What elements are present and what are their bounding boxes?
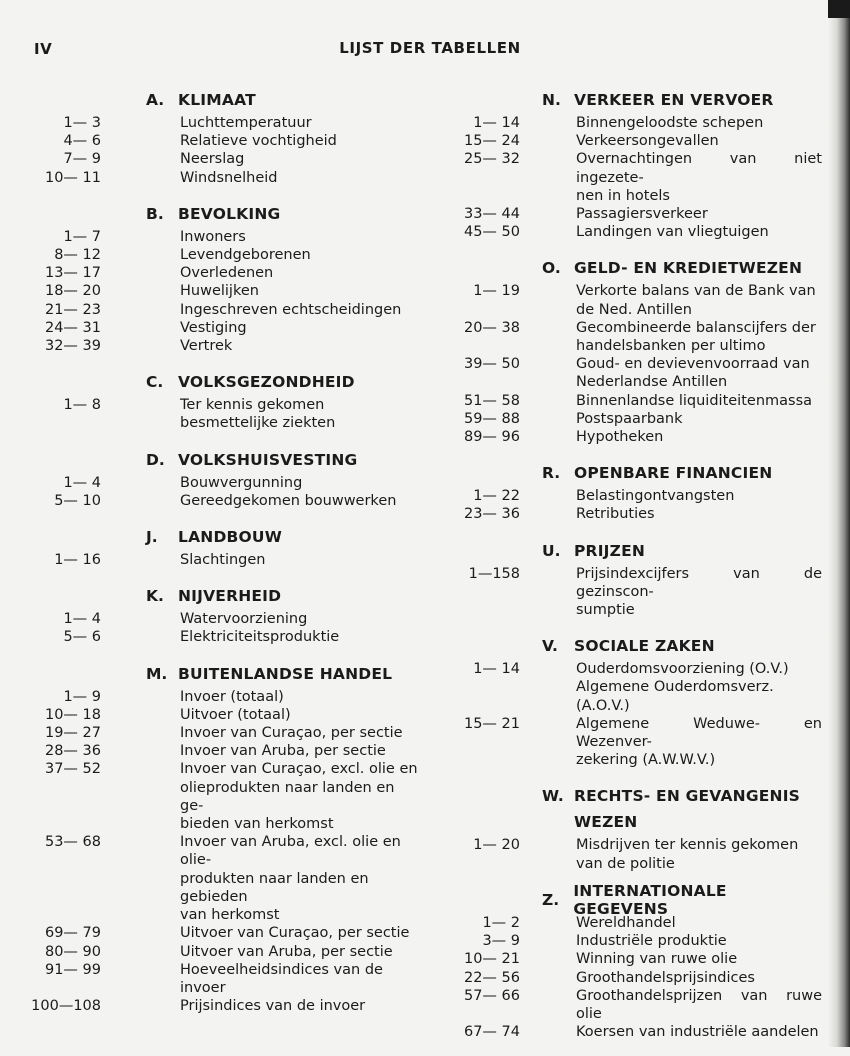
toc-entry (430, 487, 822, 505)
table-range: 22— 56 (463, 969, 520, 986)
table-range: 1— 14 (473, 661, 520, 678)
table-description (180, 114, 420, 132)
description-line: Hoeveelheidsindices van de invoer (180, 961, 383, 996)
description-line: nen in hotels (576, 187, 670, 204)
table-range: 1— 2 (482, 914, 520, 931)
toc-entry (0, 551, 420, 569)
section-title: LANDBOUW (178, 528, 282, 547)
section-heading (0, 370, 420, 394)
table-range: 1— 19 (473, 283, 520, 300)
table-range: 21— 23 (44, 301, 101, 318)
description-line: Koersen van industriële aandelen (576, 1024, 819, 1041)
description-line: Invoer van Aruba, per sectie (180, 743, 386, 760)
page-edge-shadow (828, 0, 850, 1047)
description-line: Uitvoer van Aruba, per sectie (180, 943, 393, 960)
table-description (576, 282, 822, 318)
toc-entry (0, 474, 420, 492)
section-title: NIJVERHEID (178, 587, 282, 606)
description-line: van herkomst (180, 907, 280, 924)
table-description (576, 836, 822, 872)
toc-entry (430, 969, 822, 987)
toc-entry (0, 760, 420, 833)
table-range: 10— 11 (44, 169, 101, 186)
table-range: 67— 74 (463, 1024, 520, 1041)
toc-section (0, 662, 420, 1016)
description-line: Relatieve vochtigheid (180, 133, 337, 150)
description-line: Invoer van Curaçao, per sectie (180, 725, 403, 742)
table-description (576, 150, 822, 205)
description-line: produkten naar landen en gebieden (180, 870, 369, 905)
table-description (576, 223, 822, 241)
table-range: 19— 27 (44, 725, 101, 742)
description-line: Gereedgekomen bouwwerken (180, 492, 397, 509)
toc-entry (430, 114, 822, 132)
description-line: bieden van herkomst (180, 816, 334, 833)
description-line: Bouwvergunning (180, 474, 303, 491)
section-letter: R. (542, 464, 561, 483)
table-range: 5— 10 (54, 492, 101, 509)
description-line: Huwelijken (180, 283, 259, 300)
table-range: 1— 8 (63, 397, 101, 414)
toc-entry (0, 961, 420, 997)
description-line: zekering (A.W.W.V.) (576, 752, 716, 769)
description-line: Passagiersverkeer (576, 206, 708, 223)
section-heading (430, 88, 822, 112)
table-range: 80— 90 (44, 943, 101, 960)
description-line: Overledenen (180, 265, 274, 282)
table-range: 23— 36 (463, 506, 520, 523)
description-line: Overnachtingen van niet ingezete- (576, 151, 822, 186)
toc-entry (430, 987, 822, 1023)
section-title: RECHTS- EN GEVANGENIS (574, 787, 801, 806)
table-description (576, 932, 822, 950)
section-heading-cont (430, 810, 822, 834)
description-line: Postspaarbank (576, 410, 683, 427)
section-letter: A. (146, 91, 165, 109)
toc-section (430, 461, 822, 523)
toc-entry (430, 205, 822, 223)
table-description (180, 169, 420, 187)
toc-entry (430, 282, 822, 318)
section-letter: O. (542, 259, 561, 278)
section-title: OPENBARE FINANCIEN (574, 464, 773, 483)
table-description (180, 246, 420, 264)
section-title-cont: WEZEN (574, 813, 638, 832)
section-heading (0, 448, 420, 472)
toc-entry (430, 505, 822, 523)
description-line: handelsbanken per ultimo (576, 338, 766, 355)
toc-section (430, 784, 822, 872)
table-description (180, 264, 420, 282)
section-heading (430, 784, 822, 808)
table-description (180, 742, 420, 760)
toc-section (0, 584, 420, 646)
description-line: Invoer van Aruba, excl. olie en olie- (180, 834, 401, 869)
description-line: Landingen van vliegtuigen (576, 224, 769, 241)
table-range: 57— 66 (463, 987, 520, 1004)
table-description (180, 132, 420, 150)
table-range: 69— 79 (44, 925, 101, 942)
description-line: Algemene Ouderdomsverz. (576, 679, 774, 696)
table-range: 10— 18 (44, 706, 101, 723)
left-column (0, 88, 420, 1030)
table-description (576, 132, 822, 150)
table-description (576, 950, 822, 968)
page-number: IV (34, 40, 53, 58)
table-range: 59— 88 (463, 410, 520, 427)
table-range: 53— 68 (44, 834, 101, 851)
section-heading (430, 881, 822, 918)
page-title: LIJST DER TABELLEN (339, 39, 521, 57)
table-range: 15— 24 (463, 133, 520, 150)
toc-entry (0, 943, 420, 961)
table-description (576, 114, 822, 132)
table-description (180, 551, 420, 569)
section-title: VOLKSGEZONDHEID (178, 373, 355, 392)
section-letter: M. (146, 664, 168, 683)
description-line: Luchttemperatuur (180, 115, 312, 131)
description-line: sumptie (576, 602, 635, 619)
toc-entry (430, 392, 822, 410)
table-description (180, 724, 420, 742)
table-description (180, 997, 420, 1015)
toc-entry (0, 282, 420, 300)
table-range: 20— 38 (463, 319, 520, 336)
table-description (180, 924, 420, 942)
toc-entry (430, 319, 822, 355)
table-range: 1— 22 (473, 488, 520, 505)
toc-entry (430, 565, 822, 620)
toc-entry (430, 950, 822, 968)
description-line: (A.O.V.) (576, 697, 630, 714)
table-description (180, 628, 420, 646)
toc-entry (0, 628, 420, 646)
toc-entry (430, 715, 822, 770)
toc-section (0, 525, 420, 569)
toc-entry (0, 924, 420, 942)
toc-section (0, 370, 420, 432)
description-line: Ingeschreven echtscheidingen (180, 301, 402, 318)
table-description (576, 355, 822, 391)
table-description (576, 565, 822, 620)
description-line: Vertrek (180, 338, 233, 355)
description-line: Ter kennis gekomen (180, 397, 325, 414)
table-range: 32— 39 (44, 338, 101, 355)
section-title: VERKEER EN VERVOER (574, 91, 774, 109)
toc-entry (430, 660, 822, 715)
description-line: Elektriciteitsproduktie (180, 629, 340, 646)
section-heading (0, 584, 420, 608)
table-range: 1— 14 (473, 115, 520, 131)
toc-section (0, 88, 420, 187)
table-range: 1— 3 (63, 115, 101, 131)
table-range: 91— 99 (44, 961, 101, 978)
table-description (576, 410, 822, 428)
toc-entry (0, 301, 420, 319)
section-letter: W. (542, 787, 564, 806)
table-range: 7— 9 (63, 151, 101, 168)
description-line: Ouderdomsvoorziening (O.V.) (576, 661, 789, 678)
section-title: BUITENLANDSE HANDEL (178, 664, 393, 683)
toc-entry (0, 264, 420, 282)
table-description (180, 688, 420, 706)
section-letter: V. (542, 637, 558, 656)
toc-entry (430, 410, 822, 428)
toc-entry (0, 169, 420, 187)
toc-entry (0, 228, 420, 246)
section-heading (0, 662, 420, 686)
description-line: Gecombineerde balanscijfers der (576, 319, 816, 336)
table-range: 39— 50 (463, 356, 520, 373)
toc-entry (430, 223, 822, 241)
toc-section (0, 202, 420, 355)
description-line: Algemene Weduwe- en Wezenver- (576, 715, 822, 751)
toc-entry (430, 355, 822, 391)
toc-entry (430, 836, 822, 872)
table-description (180, 337, 420, 355)
toc-entry (0, 724, 420, 742)
section-title: PRIJZEN (574, 541, 646, 560)
table-range: 37— 52 (44, 761, 101, 778)
description-line: Misdrijven ter kennis gekomen (576, 837, 799, 854)
table-description (180, 228, 420, 246)
toc-entry (0, 150, 420, 168)
toc-entry (430, 932, 822, 950)
section-letter: Z. (542, 890, 560, 909)
table-range: 10— 21 (463, 951, 520, 968)
table-range: 28— 36 (44, 743, 101, 760)
toc-section (430, 634, 822, 769)
section-letter: N. (542, 91, 561, 109)
toc-section (0, 448, 420, 510)
description-line: Verkeersongevallen (576, 133, 719, 150)
section-title: BEVOLKING (178, 204, 281, 223)
description-line: van de politie (576, 855, 675, 872)
description-line: Watervoorziening (180, 611, 308, 628)
description-line: Neerslag (180, 151, 245, 168)
section-heading (0, 525, 420, 549)
toc-entry (0, 246, 420, 264)
section-letter: K. (146, 587, 164, 606)
description-line: Vestiging (180, 319, 247, 336)
table-range: 24— 31 (44, 319, 101, 336)
toc-entry (0, 114, 420, 132)
toc-entry (0, 833, 420, 924)
table-range: 1— 16 (54, 552, 101, 569)
section-letter: J. (146, 528, 158, 547)
toc-entry (0, 610, 420, 628)
toc-entry (430, 132, 822, 150)
toc-entry (0, 396, 420, 432)
toc-entry (0, 492, 420, 510)
description-line: de Ned. Antillen (576, 301, 692, 318)
description-line: Winning van ruwe olie (576, 951, 738, 968)
description-line: Invoer van Curaçao, excl. olie en (180, 761, 418, 778)
table-range: 1— 4 (63, 474, 101, 491)
description-line: Levendgeborenen (180, 247, 311, 264)
table-range: 1—158 (468, 565, 520, 582)
toc-entry (0, 742, 420, 760)
section-letter: B. (146, 204, 164, 223)
toc-entry (0, 132, 420, 150)
toc-section (430, 881, 822, 1041)
section-heading (0, 88, 420, 112)
description-line: Retributies (576, 506, 655, 523)
section-title: GELD- EN KREDIETWEZEN (574, 259, 803, 278)
table-range: 8— 12 (54, 247, 101, 264)
table-range: 1— 7 (63, 228, 101, 245)
section-title: VOLKSHUISVESTING (178, 450, 358, 469)
toc-section (430, 539, 822, 620)
table-range: 100—108 (31, 998, 101, 1015)
table-description (576, 392, 822, 410)
description-line: Nederlandse Antillen (576, 374, 728, 391)
description-line: Hypotheken (576, 429, 664, 446)
description-line: Belastingontvangsten (576, 488, 735, 505)
description-line: olieprodukten naar landen en ge- (180, 779, 395, 814)
description-line: Windsnelheid (180, 169, 278, 186)
table-range: 5— 6 (63, 629, 101, 646)
toc-entry (0, 688, 420, 706)
table-description (576, 487, 822, 505)
section-heading (430, 461, 822, 485)
table-range: 4— 6 (63, 133, 101, 150)
table-description (180, 301, 420, 319)
toc-entry (0, 337, 420, 355)
description-line: Prijsindices van de invoer (180, 998, 366, 1015)
table-description (180, 833, 420, 924)
page-corner (828, 0, 850, 18)
table-range: 51— 58 (463, 392, 520, 409)
table-range: 3— 9 (482, 933, 520, 950)
section-heading (430, 634, 822, 658)
table-description (180, 961, 420, 997)
section-letter: C. (146, 373, 164, 392)
toc-section (430, 256, 822, 446)
table-description (576, 428, 822, 446)
table-description (576, 319, 822, 355)
toc-entry (0, 706, 420, 724)
description-line: Inwoners (180, 228, 246, 245)
table-description (180, 150, 420, 168)
table-range: 13— 17 (44, 265, 101, 282)
section-heading (430, 539, 822, 563)
section-title: INTERNATIONALE GEGEVENS (573, 881, 727, 918)
toc-entry (430, 914, 822, 932)
description-line: Groothandelsprijsindices (576, 969, 755, 986)
toc-entry (430, 1023, 822, 1041)
toc-section (430, 88, 822, 241)
table-description (576, 969, 822, 987)
description-line: Slachtingen (180, 552, 266, 569)
table-description (180, 319, 420, 337)
description-line: Uitvoer (totaal) (180, 706, 291, 723)
table-description (576, 205, 822, 223)
description-line: Binnengeloodste schepen (576, 115, 764, 131)
table-range: 18— 20 (44, 283, 101, 300)
table-range: 1— 9 (63, 688, 101, 705)
description-line: Binnenlandse liquiditeitenmassa (576, 392, 813, 409)
right-column (430, 88, 822, 1056)
table-description (180, 474, 420, 492)
table-range: 15— 21 (463, 715, 520, 732)
description-line: Groothandelsprijzen van ruwe olie (576, 987, 822, 1022)
table-description (180, 706, 420, 724)
section-heading (0, 202, 420, 226)
toc-entry (0, 319, 420, 337)
table-description (180, 492, 420, 510)
toc-entry (430, 150, 822, 205)
section-letter: U. (542, 541, 561, 560)
table-description (576, 914, 822, 932)
table-range: 1— 20 (473, 837, 520, 854)
description-line: Wereldhandel (576, 914, 676, 931)
table-description (576, 660, 822, 715)
description-line: Invoer (totaal) (180, 688, 284, 705)
table-description (180, 610, 420, 628)
description-line: besmettelijke ziekten (180, 415, 336, 432)
table-description (180, 760, 420, 833)
description-line: Industriële produktie (576, 933, 727, 950)
table-description (576, 987, 822, 1023)
table-range: 89— 96 (463, 429, 520, 446)
table-description (180, 282, 420, 300)
section-letter: D. (146, 450, 165, 469)
description-line: Uitvoer van Curaçao, per sectie (180, 925, 410, 942)
table-range: 33— 44 (463, 206, 520, 223)
table-description (576, 715, 822, 770)
table-description (576, 1023, 822, 1041)
table-range: 25— 32 (463, 151, 520, 168)
description-line: Verkorte balans van de Bank van (576, 283, 816, 300)
description-line: Prijsindexcijfers van de gezinscon- (576, 565, 822, 600)
table-description (180, 943, 420, 961)
table-range: 1— 4 (63, 611, 101, 628)
description-line: Goud- en devievenvoorraad van (576, 356, 810, 373)
section-title: KLIMAAT (178, 91, 256, 109)
section-title: SOCIALE ZAKEN (574, 637, 715, 656)
section-heading (430, 256, 822, 280)
table-description (576, 505, 822, 523)
table-description (180, 396, 420, 432)
toc-entry (0, 997, 420, 1015)
toc-entry (430, 428, 822, 446)
table-range: 45— 50 (463, 224, 520, 241)
